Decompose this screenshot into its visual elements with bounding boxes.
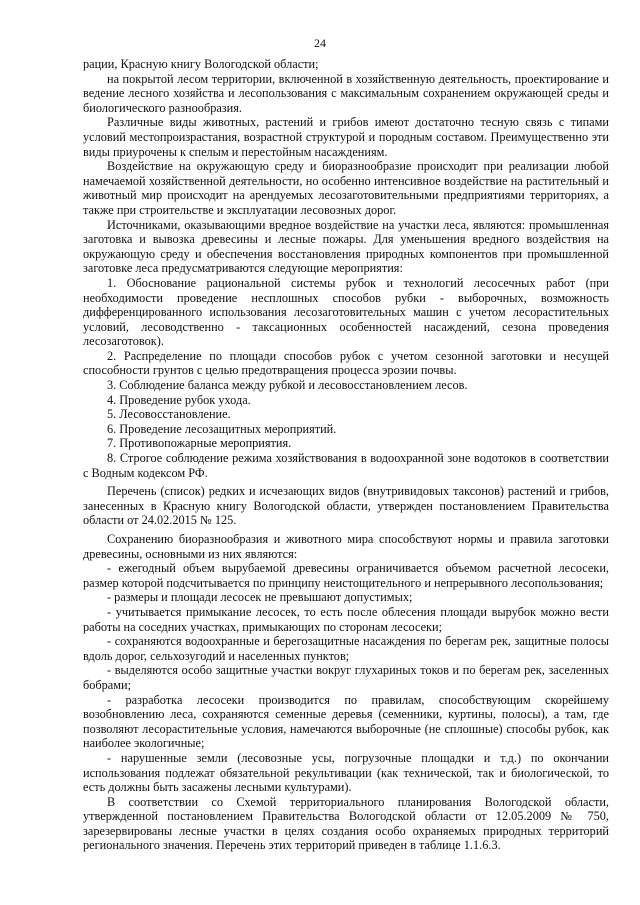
paragraph: - размеры и площади лесосек не превышают допустимых;: [107, 590, 413, 605]
paragraph: 1. Обоснование рациональной системы рубок и технологий лесосечных работ (при необходимости проведение несплошных способов рубки - выборочных, возможность дифференцированного использования лесозаготовительных машин с учетом лесорастительных условий, лесоводственно - таксационных особенностей насаждений, сезона проведения лесозаготовок).: [83, 275, 609, 349]
paragraph: В соответствии со Схемой территориального планирования Вологодской области, утвержденной постановлением Правительства Вологодской области от 12.05.2009 № 750, зарезервированы лесные участки в целях создания особо охраняемых природных территорий регионального значения. Перечень этих территорий приведен в таблице 1.1.6.3.: [83, 794, 609, 853]
paragraph: Источниками, оказывающими вредное воздействие на участки леса, являются: промышленная заготовка и вывозка древесины и лесные пожары. Для уменьшения вредного воздействия на окружающую среду и обеспечения восстановления природных компонентов при промышленной заготовке леса предусматриваются следующие мероприятия:: [83, 217, 609, 276]
paragraph: 4. Проведение рубок ухода.: [107, 392, 251, 407]
paragraph: 5. Лесовосстановление.: [107, 407, 231, 422]
paragraph: 8. Строгое соблюдение режима хозяйствования в водоохранной зоне водотоков в соответствии с Водным кодексом РФ.: [83, 451, 609, 480]
document-body: [83, 57, 609, 853]
paragraph: 6. Проведение лесозащитных мероприятий.: [107, 421, 337, 436]
paragraph: на покрытой лесом территории, включенной в хозяйственную деятельность, проектирование и ведение лесного хозяйства и лесопользования с максимальным сохранением окружающей среды и биологического разнообразия.: [83, 71, 609, 115]
paragraph: - учитывается примыкание лесосек, то есть после облесения площади вырубок можно вести работы на соседних участках, примыкающих по сторонам лесосеки;: [83, 604, 609, 634]
page-number: 24: [314, 36, 326, 50]
paragraph: 2. Распределение по площади способов рубок с учетом сезонной заготовки и несущей способности грунтов с целью предотвращения процесса эрозии почвы.: [83, 348, 609, 378]
paragraph: рации, Красную книгу Вологодской области;: [83, 57, 319, 71]
paragraph: Различные виды животных, растений и грибов имеют достаточно тесную связь с типами условий местопроизрастания, возрастной структурой и породным составом. Преимущественно эти виды приурочены к спелым и перестойным насаждениям.: [83, 115, 609, 159]
paragraph: - разработка лесосеки производится по правилам, способствующим скорейшему возобновлению леса, сохраняются семенные деревья (семенники, куртины, полосы), а там, где позволяют лесорастительные условия, намечаются выборочные (не сплошные) способы рубок, как наиболее экологичные;: [83, 692, 609, 751]
paragraph: Перечень (список) редких и исчезающих видов (внутривидовых таксонов) растений и грибов, занесенных в Красную книгу Вологодской области, утвержден постановлением Правительства области от 24.02.2015 № 125.: [83, 484, 609, 528]
paragraph: 7. Противопожарные мероприятия.: [107, 436, 292, 451]
paragraph: 3. Соблюдение баланса между рубкой и лесовосстановлением лесов.: [107, 378, 468, 393]
paragraph: Воздействие на окружающую среду и биоразнообразие происходит при реализации любой намечаемой хозяйственной деятельности, но особенно интенсивное воздействие на растительный и животный мир происходит на арендуемых лесозаготовительными предприятиями территориях, а также при строительстве и эксплуатации лесовозных дорог.: [83, 159, 609, 217]
paragraph: Сохранению биоразнообразия и животного мира способствуют нормы и правила заготовки древесины, основными из них являются:: [83, 532, 609, 561]
paragraph: - выделяются особо защитные участки вокруг глухариных токов и по берегам рек, заселенных бобрами;: [83, 663, 609, 692]
paragraph: - ежегодный объем вырубаемой древесины ограничивается объемом расчетной лесосеки, размер которой подсчитывается по принципу неистощительного и непрерывного лесопользования;: [83, 561, 609, 590]
paragraph: - сохраняются водоохранные и берегозащитные насаждения по берегам рек, защитные полосы вдоль дорог, сельхозугодий и населенных пунктов;: [83, 634, 609, 663]
paragraph: - нарушенные земли (лесовозные усы, погрузочные площадки и т.д.) по окончании использования подлежат обязательной рекультивации (как технической, так и биологической, то есть должны быть засажены лесными культурами).: [83, 750, 609, 795]
